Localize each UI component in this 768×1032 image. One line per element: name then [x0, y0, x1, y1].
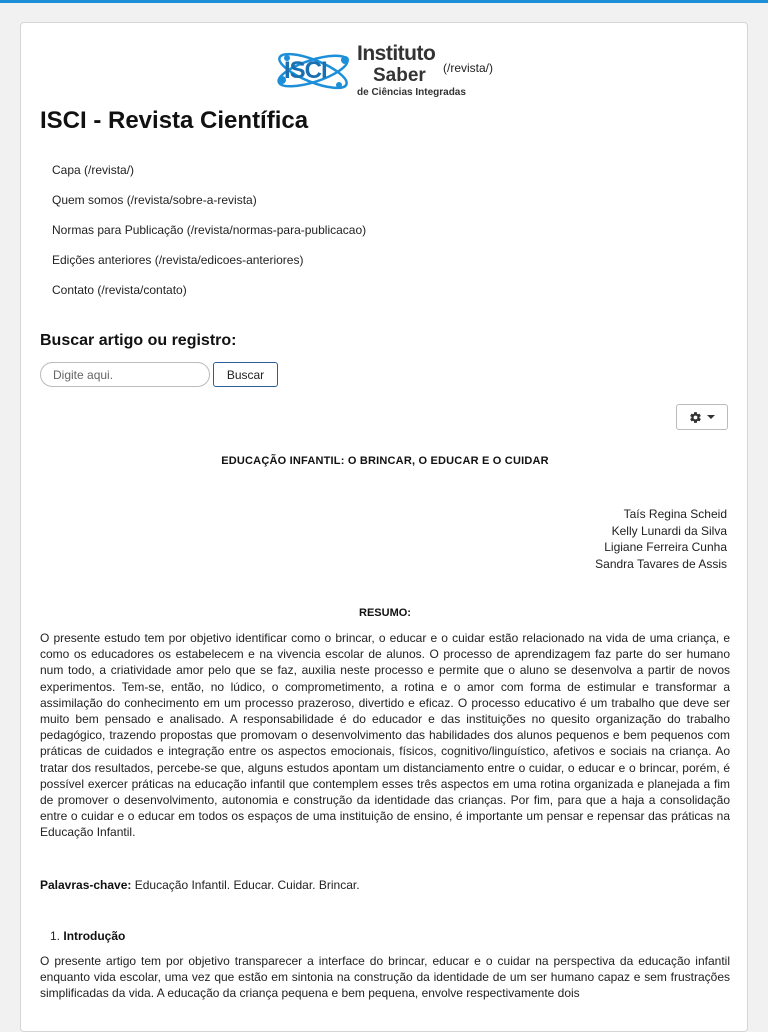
author-name: Kelly Lunardi da Silva [611, 523, 727, 538]
author-name: Ligiane Ferreira Cunha [604, 540, 727, 554]
logo-link-text[interactable]: (/revista/) [443, 61, 494, 75]
logo-line3: de Ciências Integradas [357, 87, 466, 98]
search-button[interactable]: Buscar [213, 362, 278, 387]
site-logo[interactable] [273, 43, 466, 103]
keywords-value: Educação Infantil. Educar. Cuidar. Brincar. [131, 878, 360, 892]
gear-icon [689, 411, 702, 424]
keywords-label: Palavras-chave: [40, 878, 132, 892]
nav-item-quem-somos[interactable]: Quem somos (/revista/sobre-a-revista) [52, 193, 257, 207]
nav-item-normas[interactable]: Normas para Publicação (/revista/normas-para-publicacao) [52, 223, 367, 237]
nav-item-edicoes-anteriores[interactable]: Edições anteriores (/revista/edicoes-anteriores) [52, 253, 304, 267]
site-title: ISCI - Revista Científica [40, 107, 309, 134]
intro-heading [50, 929, 125, 943]
keywords [40, 878, 360, 892]
chevron-down-icon [707, 415, 715, 419]
nav-item-contato[interactable]: Contato (/revista/contato) [52, 283, 187, 297]
abstract-heading: RESUMO: [359, 607, 411, 619]
author-list [595, 506, 727, 572]
tools-dropdown-button[interactable] [676, 404, 728, 430]
logo-acronym: ISCI [284, 57, 327, 84]
intro-title: Introdução [63, 929, 126, 943]
intro-number: 1. [50, 929, 61, 943]
logo-line1: Instituto [357, 42, 436, 65]
abstract-text: O presente estudo tem por objetivo identificar como o brincar, o educar e o cuidar estão relacionado na vida de uma criança, e como os educadores os estabelecem e na vivencia escolar de alunos. O processo de aprendizagem faz parte do ser humano num todo, a criatividade amor pelo que se faz, auxilia neste processo e permite que o aluno se desenvolva a partir de novos experimentos. Tem-se, então, no lúdico, o comprometimento, a rotina e o amor com forma de estimular e transformar a assimilação do conhecimento em um processo prazeroso, divertido e eficaz. O processo educativo é um trabalho que deve ser muito bem pensado e analisado. A responsabilidade é do educador e das instituições no quesito organização do trabalho pedagógico, trazendo propostas que promovam o desenvolvimento das habilidades dos alunos pequenos e bem pequenos com práticas de cuidados e integração entre os aspectos emocionais, físicos, cognitivo/linguístico, afetivos e sociais na criança. Ao tratar dos resultados, percebe-se que, alguns estudos apontam um distanciamento entre o cuidar, o educar e o brincar, porém, é possível exercer práticas na educação infantil que contemplem esses três aspectos em uma rotina organizada e planejada a fim de promover o desenvolvimento, autonomia e construção da identidade das crianças. Por fim, para que a haja a consolidação entre o cuidar e o educar em todos os espaços de uma instituição de ensino, é importante um pensar e repensar das práticas na Educação Infantil. [40, 631, 730, 840]
atom-logo-icon [273, 43, 353, 99]
article-title: EDUCAÇÃO INFANTIL: O BRINCAR, O EDUCAR E O CUIDAR [221, 455, 549, 467]
logo-line2: Saber [373, 65, 426, 86]
intro-text: O presente artigo tem por objetivo transparecer a interface do brincar, educar e o cuidar na perspectiva da educação infantil enquanto vida escolar, uma vez que estão em sintonia na construção da identidade de um ser humano capaz e sem frustrações simplificadas da vida. A educação da criança pequena e bem pequena, envolve respectivamente dois [40, 954, 730, 1001]
top-accent-bar [0, 0, 768, 3]
search-input[interactable] [40, 362, 210, 387]
main-nav [52, 161, 366, 311]
author-name: Taís Regina Scheid [623, 507, 727, 521]
search-heading: Buscar artigo ou registro: [40, 332, 237, 349]
nav-item-capa[interactable]: Capa (/revista/) [52, 163, 135, 177]
content-panel [20, 22, 748, 1032]
author-name: Sandra Tavares de Assis [595, 556, 727, 571]
